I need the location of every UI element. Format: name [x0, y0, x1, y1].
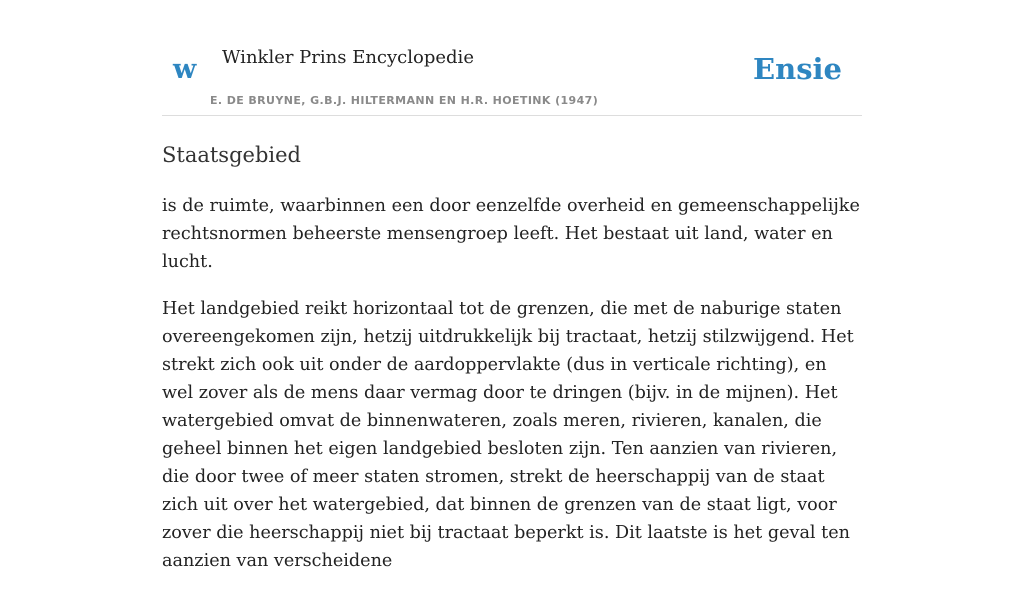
article-body: [162, 192, 862, 594]
source-header: [162, 40, 862, 116]
paragraph-intro: is de ruimte, waarbinnen een door eenzelfde overheid en gemeenschappelijke rechtsnormen beheerste mensengroep leeft. Het bestaat uit land, water en lucht.: [162, 196, 860, 272]
paragraph-landgebied: Het landgebied reikt horizontaal tot de grenzen, die met de naburige staten overeengekomen zijn, hetzij uitdrukkelijk bij tractaat, hetzij stilzwijgend. Het strekt zich ook uit onder de aardoppervlakte (dus in verticale richting), en wel zover als de mens daar vermag door te dringen (bijv. in de mijnen). Het watergebied omvat de binnenwateren, zoals meren, rivieren, kanalen, die geheel binnen het eigen landgebied besloten zijn. Ten aanzien van rivieren, die door twee of meer staten stromen, strekt de heerschappij van de staat zich uit over het watergebied, dat binnen de grenzen van de staat ligt, voor zover die heerschappij niet bij tractaat beperkt is. Dit laatste is het geval ten aanzien van verscheidene: [162, 299, 854, 571]
source-logo[interactable]: w: [173, 54, 197, 85]
brand-logo[interactable]: Ensie: [753, 52, 842, 86]
article-title: Staatsgebied: [162, 143, 301, 167]
source-title[interactable]: Winkler Prins Encyclopedie: [222, 47, 474, 68]
source-authors: E. DE BRUYNE, G.B.J. HILTERMANN EN H.R. HOETINK (1947): [210, 94, 599, 107]
